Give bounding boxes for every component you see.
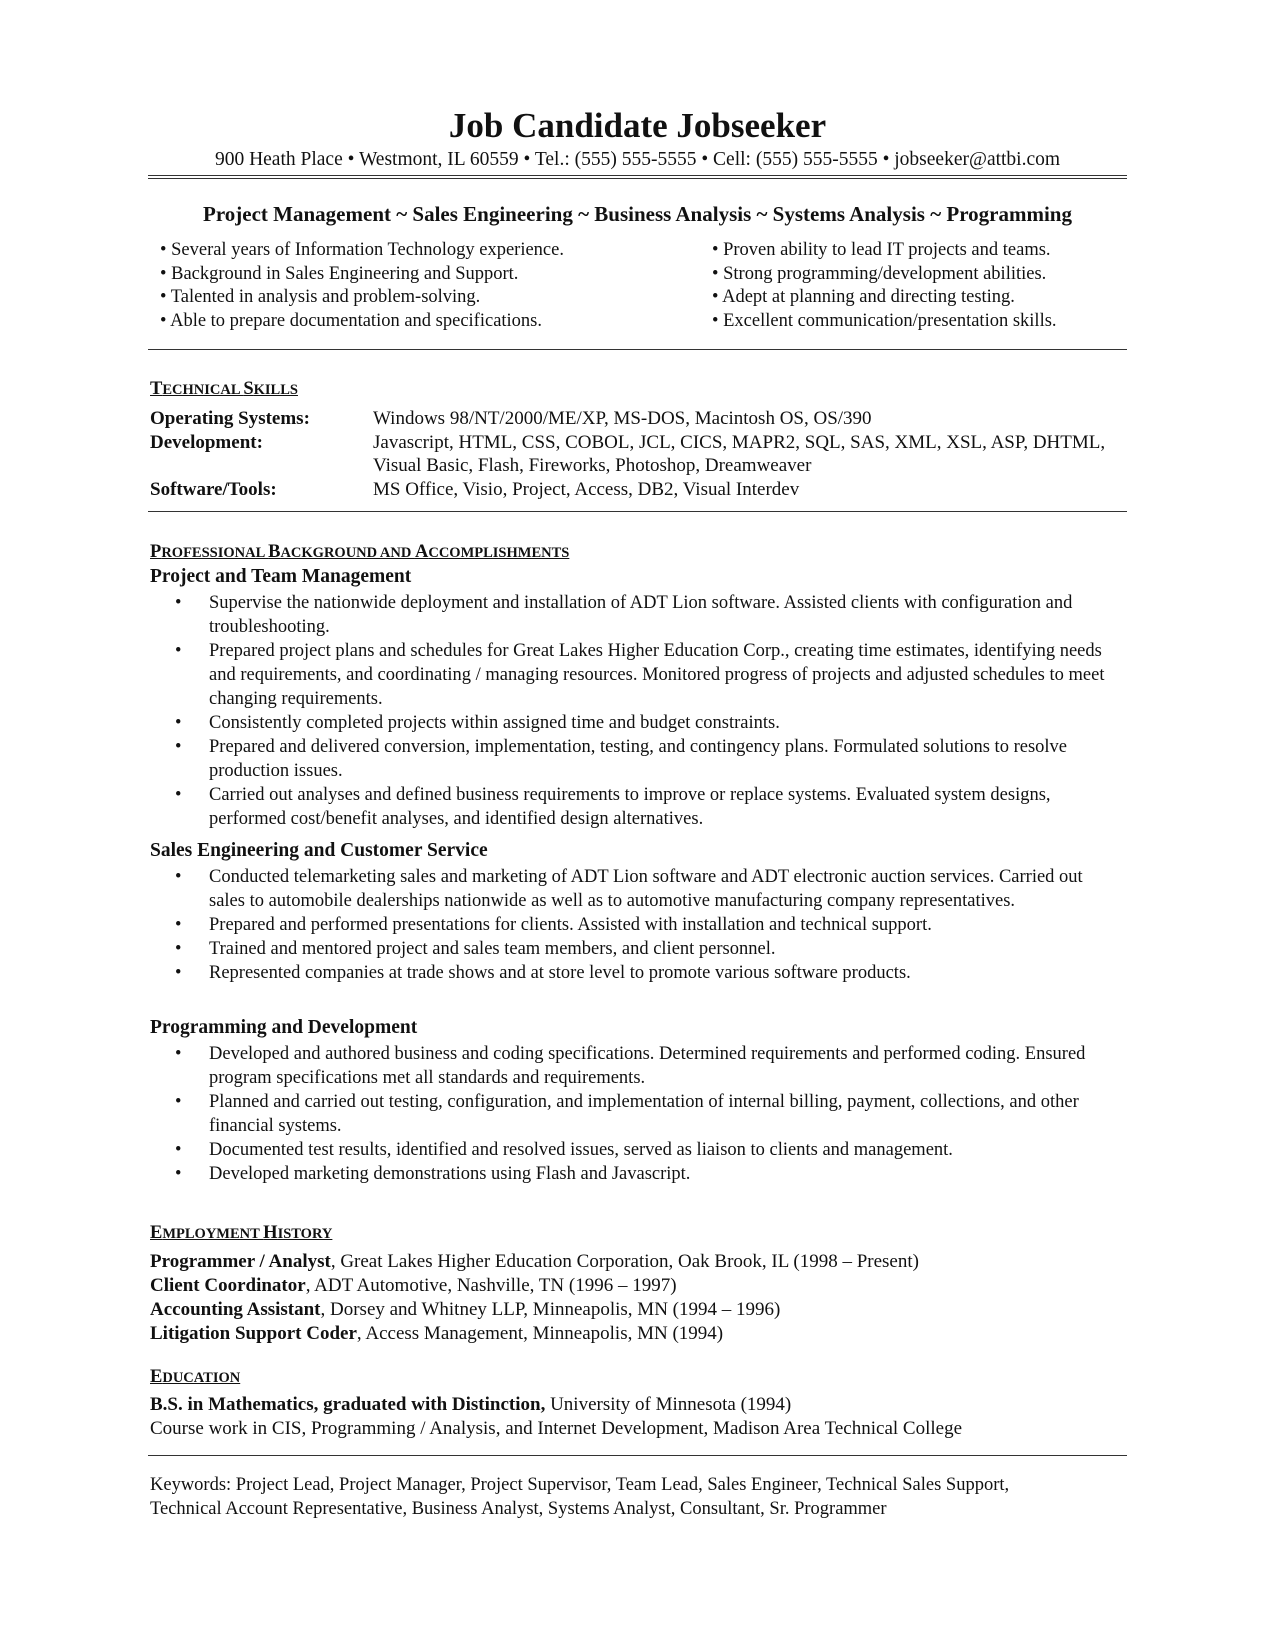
summary-item: • Background in Sales Engineering and Support.: [160, 263, 519, 284]
section-divider: [148, 349, 1127, 350]
skill-value: Javascript, HTML, CSS, COBOL, JCL, CICS, MAPR2, SQL, SAS, XML, XSL, ASP, DHTML, Visual Basic, Flash, Fireworks, Photoshop, Dreamweaver: [373, 431, 1106, 476]
degree: B.S. in Mathematics, graduated with Distinction,: [150, 1394, 546, 1415]
subsection-title: Project and Team Management: [150, 566, 412, 587]
skill-label: Development:: [150, 431, 263, 453]
list-item: • Carried out analyses and defined business requirements to improve or replace systems. Evaluated system designs, performed cost/benefit analyses, and identified design alternatives.: [172, 783, 1117, 831]
accomplishment-list: [172, 865, 1117, 985]
education-block: [150, 1393, 962, 1441]
employment-list: [150, 1250, 919, 1346]
subsection-title: Sales Engineering and Customer Service: [150, 840, 488, 861]
technical-skills-table: [150, 407, 1110, 501]
list-item: • Consistently completed projects within assigned time and budget constraints.: [172, 711, 1117, 735]
list-item: • Developed and authored business and coding specifications. Determined requirements and performed coding. Ensured program specifications met all standards and requirements.: [172, 1042, 1117, 1090]
job-title: Accounting Assistant: [150, 1299, 321, 1320]
summary-item: • Talented in analysis and problem-solving.: [160, 287, 481, 307]
skill-value: MS Office, Visio, Project, Access, DB2, Visual Interdev: [373, 478, 800, 500]
list-item: • Supervise the nationwide deployment and installation of ADT Lion software. Assisted clients with configuration and troubleshooting.: [172, 591, 1117, 639]
summary-left-list: [160, 239, 564, 333]
list-item: • Trained and mentored project and sales team members, and client personnel.: [172, 937, 1117, 961]
job-detail: , Great Lakes Higher Education Corporation, Oak Brook, IL (1998 – Present): [330, 1251, 919, 1272]
skill-label: Software/Tools:: [150, 478, 277, 500]
list-item: • Developed marketing demonstrations using Flash and Javascript.: [172, 1162, 1117, 1186]
list-item: • Planned and carried out testing, configuration, and implementation of internal billing, payment, collections, and other financial systems.: [172, 1090, 1117, 1138]
skill-row: [150, 407, 1110, 431]
section-divider: [148, 511, 1127, 512]
degree-line: [150, 1393, 962, 1417]
list-item: • Documented test results, identified and resolved issues, served as liaison to clients and management.: [172, 1138, 1117, 1162]
technical-skills-heading: TECHNICAL SKILLS: [150, 379, 298, 399]
list-item: • Prepared project plans and schedules for Great Lakes Higher Education Corp., creating time estimates, identifying needs and requirements, and coordinating / managing resources. Monitored progress of projects and adjusted schedules to meet changing requirements.: [172, 639, 1117, 711]
employment-entry: [150, 1274, 919, 1298]
section-divider: [148, 1455, 1127, 1456]
accomplishment-list: [172, 1042, 1117, 1186]
employment-entry: [150, 1250, 919, 1274]
summary-item: • Several years of Information Technology experience.: [160, 240, 564, 260]
employment-entry: [150, 1298, 919, 1322]
employment-entry: [150, 1322, 919, 1346]
summary-right-list: [712, 239, 1057, 333]
list-item: • Represented companies at trade shows and at store level to promote various software products.: [172, 961, 1117, 985]
summary-item: • Able to prepare documentation and specifications.: [160, 310, 543, 331]
education-heading: EDUCATION: [150, 1367, 241, 1387]
degree-school: University of Minnesota (1994): [545, 1394, 792, 1415]
list-item: • Prepared and performed presentations for clients. Assisted with installation and technical support.: [172, 913, 1117, 937]
job-title: Programmer / Analyst: [150, 1251, 331, 1272]
summary-item: • Strong programming/development abilities.: [712, 263, 1047, 284]
list-item: • Conducted telemarketing sales and marketing of ADT Lion software and ADT electronic auction services. Carried out sales to automobile dealerships nationwide as well as to automotive manufacturing company representatives.: [172, 865, 1117, 913]
contact-line: 900 Heath Place • Westmont, IL 60559 • Tel.: (555) 555-5555 • Cell: (555) 555-5555 • jobseeker@attbi.com: [214, 149, 1061, 170]
accomplishment-list: [172, 591, 1117, 831]
job-detail: , Dorsey and Whitney LLP, Minneapolis, MN (1994 – 1996): [320, 1299, 781, 1320]
employment-heading: EMPLOYMENT HISTORY: [150, 1223, 333, 1243]
job-detail: , ADT Automotive, Nashville, TN (1996 – 1997): [305, 1275, 677, 1296]
list-item: • Prepared and delivered conversion, implementation, testing, and contingency plans. Formulated solutions to resolve production issues.: [172, 735, 1117, 783]
career-headline: Project Management ~ Sales Engineering ~ Business Analysis ~ Systems Analysis ~ Programming: [203, 202, 1072, 226]
skill-row: [150, 478, 1110, 502]
coursework-line: Course work in CIS, Programming / Analysis, and Internet Development, Madison Area Technical College: [150, 1418, 962, 1439]
candidate-name: Job Candidate Jobseeker: [448, 106, 827, 145]
header-divider: [148, 175, 1127, 179]
skill-row: [150, 431, 1110, 478]
summary-item: • Adept at planning and directing testing.: [712, 287, 1015, 307]
job-detail: , Access Management, Minneapolis, MN (1994): [356, 1323, 724, 1344]
summary-item: • Proven ability to lead IT projects and teams.: [712, 240, 1051, 260]
job-title: Client Coordinator: [150, 1275, 306, 1296]
summary-item: • Excellent communication/presentation skills.: [712, 310, 1057, 331]
skill-value: Windows 98/NT/2000/ME/XP, MS-DOS, Macintosh OS, OS/390: [373, 408, 872, 429]
skill-label: Operating Systems:: [150, 408, 310, 429]
subsection-title: Programming and Development: [150, 1017, 418, 1038]
professional-heading: PROFESSIONAL BACKGROUND AND ACCOMPLISHMENTS: [150, 542, 570, 562]
job-title: Litigation Support Coder: [150, 1323, 357, 1344]
keywords-text: Keywords: Project Lead, Project Manager, Project Supervisor, Team Lead, Sales Engineer, Technical Sales Support, Technical Account Representative, Business Analyst, Systems Analyst, Consultant, Sr. Programmer: [150, 1475, 1010, 1519]
